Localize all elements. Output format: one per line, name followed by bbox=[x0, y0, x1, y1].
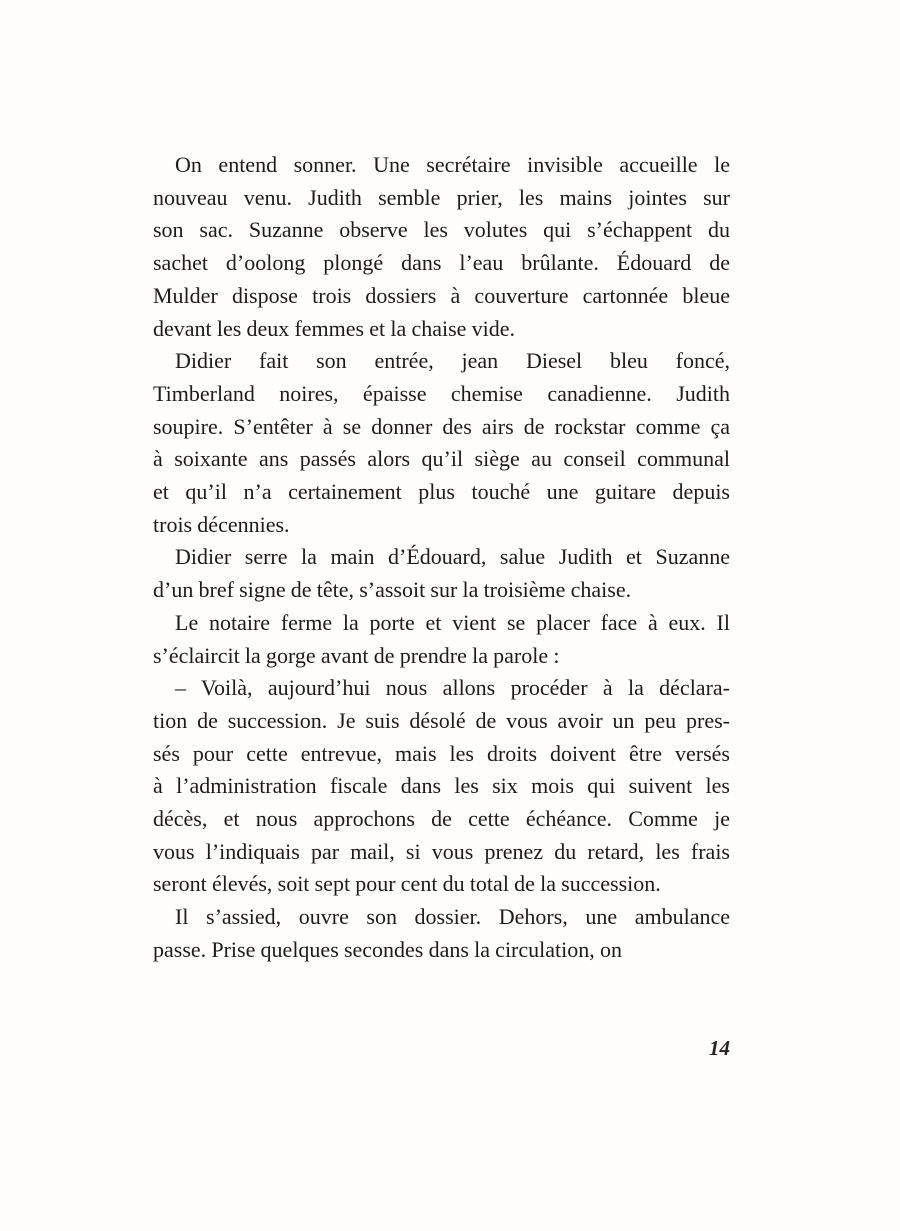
text-line: tion de succession. Je suis désolé de vous avoir un peu pres- bbox=[153, 707, 730, 733]
text-line: Il s’assied, ouvre son dossier. Dehors, une ambulance bbox=[175, 904, 730, 930]
text-line: On entend sonner. Une secrétaire invisible accueille le bbox=[175, 152, 730, 177]
text-line: et qu’il n’a certainement plus touché une guitare depuis bbox=[153, 479, 730, 505]
text-line: à soixante ans passés alors qu’il siège au conseil communal bbox=[153, 446, 730, 472]
text-line: Didier serre la main d’Édouard, salue Judith et Suzanne bbox=[175, 544, 730, 570]
paragraph bbox=[153, 672, 730, 901]
text-line: devant les deux femmes et la chaise vide. bbox=[153, 315, 515, 341]
text-line: Le notaire ferme la porte et vient se placer face à eux. Il bbox=[175, 609, 730, 635]
text-line: à l’administration fiscale dans les six mois qui suivent les bbox=[153, 773, 730, 799]
text-line: sés pour cette entrevue, mais les droits doivent être versés bbox=[153, 740, 730, 766]
text-line: Didier fait son entrée, jean Diesel bleu foncé, bbox=[175, 348, 730, 374]
text-line: – Voilà, aujourd’hui nous allons procéder à la déclara- bbox=[175, 675, 730, 701]
text-line: décès, et nous approchons de cette échéance. Comme je bbox=[153, 806, 730, 832]
text-line: son sac. Suzanne observe les volutes qui s’échappent du bbox=[153, 217, 730, 243]
paragraph bbox=[153, 149, 730, 345]
paragraph bbox=[153, 901, 730, 966]
text-line: d’un bref signe de tête, s’assoit sur la troisième chaise. bbox=[153, 577, 632, 603]
text-line: Mulder dispose trois dossiers à couverture cartonnée bleue bbox=[153, 282, 730, 308]
text-line: Timberland noires, épaisse chemise canadienne. Judith bbox=[153, 380, 730, 406]
text-line: passe. Prise quelques secondes dans la circulation, on bbox=[153, 936, 622, 962]
paragraph bbox=[153, 541, 730, 606]
text-line: vous l’indiquais par mail, si vous prenez du retard, les frais bbox=[153, 838, 730, 864]
text-line: seront élevés, soit sept pour cent du total de la succession. bbox=[153, 871, 661, 897]
paragraph bbox=[153, 345, 730, 541]
text-line: nouveau venu. Judith semble prier, les mains jointes sur bbox=[153, 184, 730, 210]
paragraph bbox=[153, 607, 730, 672]
text-block bbox=[153, 149, 730, 967]
text-line: s’éclaircit la gorge avant de prendre la parole : bbox=[153, 642, 560, 668]
text-line: sachet d’oolong plongé dans l’eau brûlante. Édouard de bbox=[153, 250, 730, 276]
page-number: 14 bbox=[709, 1036, 730, 1060]
text-line: trois décennies. bbox=[153, 511, 290, 537]
text-line: soupire. S’entêter à se donner des airs de rockstar comme ça bbox=[153, 413, 730, 439]
